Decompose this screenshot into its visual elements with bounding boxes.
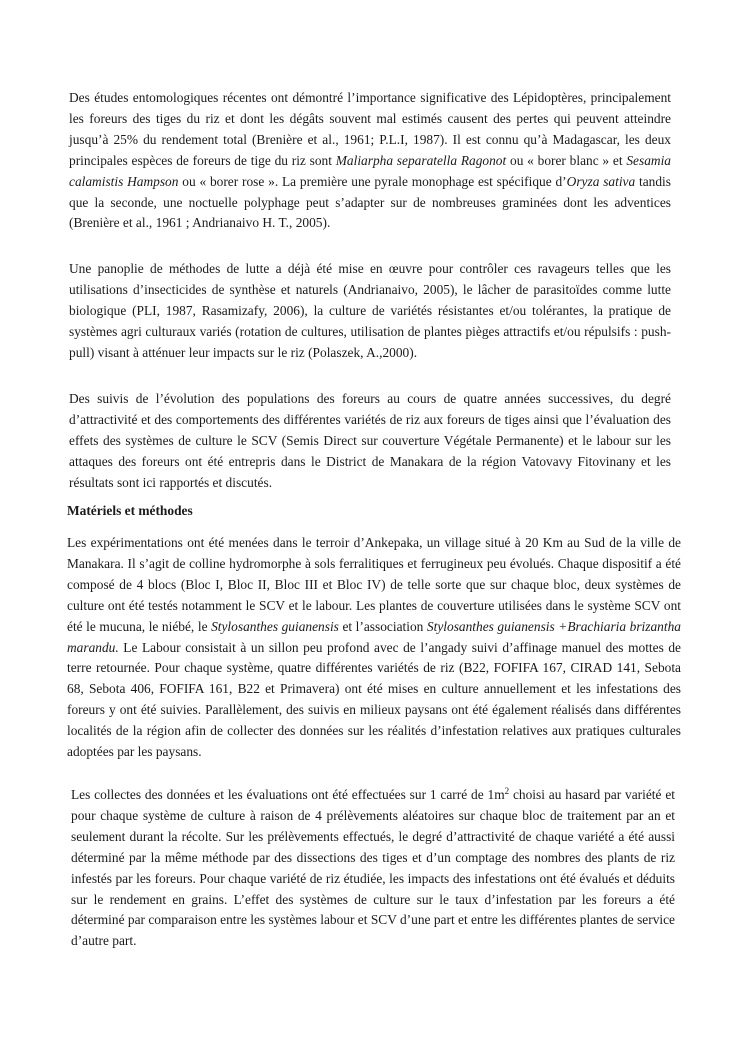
text-run: Les expérimentations ont été menées dans le terroir d’Ankepaka, un village situé à 20 Km au Sud de la ville de Manakara. Il s’agit de colline hydromorphe à sols ferralitiques et ferrugineux peu évolués. Chaque dispositif a été composé de 4 blocs (Bloc I, Bloc II, Bloc III et Bloc IV) de telle sorte que sur chaque bloc, deux systèmes de culture ont été testés notamment le SCV et le labour. Les plantes de couverture utilisées dans le système SCV ont été le mucuna, le niébé, le <box>67 535 681 634</box>
text-run: Le Labour consistait à un sillon peu profond avec de l’angady suivi d’affinage manuel des mottes de terre retournée. Pour chaque système, quatre différentes variétés de riz (B22, FOFIFA 167, CIRAD 141, Sebota 68, Sebota 406, FOFIFA 161, B22 et Primavera) ont été mises en culture annuellement et les infestations des foreurs y ont été suivies. Parallèlement, des suivis en milieux paysans ont été également réalisés dans différentes localités de la région afin de collecter des données sur les réalités d’infestation relatives aux pratiques culturales adoptées par les paysans. <box>67 639 681 760</box>
species-name-stylosanthes: Stylosanthes guianensis <box>211 618 339 634</box>
text-run: ou « borer blanc » et <box>506 152 627 168</box>
section-heading: Matériels et méthodes <box>67 503 193 518</box>
superscript: 2 <box>504 786 510 796</box>
control-methods-paragraph: Une panoplie de méthodes de lutte a déjà été mise en œuvre pour contrôler ces ravageurs telles que les utilisations d’insecticides de synthèse et naturels (Andrianaivo, 2005), le lâcher de parasitoïdes comme lutte biologique (PLI, 1987, Rasamizafy, 2006), la culture de variétés résistantes et/ou tolérantes, la pratique de systèmes agri culturaux variés (rotation de cultures, utilisation de plantes pièges attractifs et/ou répulsifs : push-pull) visant à atténuer leur impacts sur le riz (Polaszek, A.,2000). <box>69 261 671 360</box>
text-run: choisi au hasard par variété et pour chaque système de culture à raison de 4 prélèvements aléatoires sur chaque bloc de traitement par an et seulement durant la récolte. Sur les prélèvements effectués, le degré d’attractivité de chaque variété a été aussi déterminé par la même méthode par des dissections des tiges et d’un comptage des nombres des plants de riz infestés par les foreurs. Pour chaque variété de riz étudiée, les impacts des infestations ont été évalués et déduits sur le rendement en grains. L’effet des systèmes de culture sur le taux d’infestation par les foreurs a été déterminé par comparaison entre les systèmes labour et SCV d’une part et entre les différentes plantes de service d’autre part. <box>71 787 675 949</box>
species-name-sesamia: Sesamia calamistis Hampson <box>69 152 671 189</box>
experiment-paragraph <box>67 533 681 763</box>
text-run: Des études entomologiques récentes ont démontré l’importance significative des Lépidoptères, principalement les foreurs des tiges du riz et dont les dégâts souvent mal estimés causent des pertes qui peuvent atteindre jusqu’à 25% du rendement total (Brenière et al., 1961; P.L.I, 1987). Il est connu qu’à Madagascar, les deux principales espèces de foreurs de tige du riz sont <box>69 90 671 168</box>
species-name-association: Stylosanthes guianensis +Brachiaria brizantha marandu. <box>67 618 681 655</box>
species-name-oryza: Oryza sativa <box>566 173 636 189</box>
study-objectives-paragraph: Des suivis de l’évolution des populations des foreurs au cours de quatre années successives, du degré d’attractivité et des comportements des différentes variétés de riz aux foreurs de tiges ainsi que l’évaluation des effets des systèmes de culture le SCV (Semis Direct sur couverture Végétale Permanente) et le labour sur les attaques des foreurs ont été entrepris dans le District de Manakara de la région Vatovavy Fitovinany et les résultats sont ici rapportés et discutés. <box>69 391 671 490</box>
text-run: et l’association <box>338 618 427 634</box>
species-name-maliarpha: Maliarpha separatella Ragonot <box>335 152 507 168</box>
intro-paragraph <box>69 88 671 234</box>
data-collection-paragraph <box>71 785 675 952</box>
text-run: ou « borer rose ». La première une pyrale monophage est spécifique d’ <box>178 173 567 189</box>
text-run: tandis que la seconde, une noctuelle polyphage peut s’adapter sur de nombreuses graminées dont les adventices (Brenière et al., 1961 ; Andrianaivo H. T., 2005). <box>69 173 671 231</box>
text-run: Les collectes des données et les évaluations ont été effectuées sur 1 carré de 1m <box>71 787 505 802</box>
